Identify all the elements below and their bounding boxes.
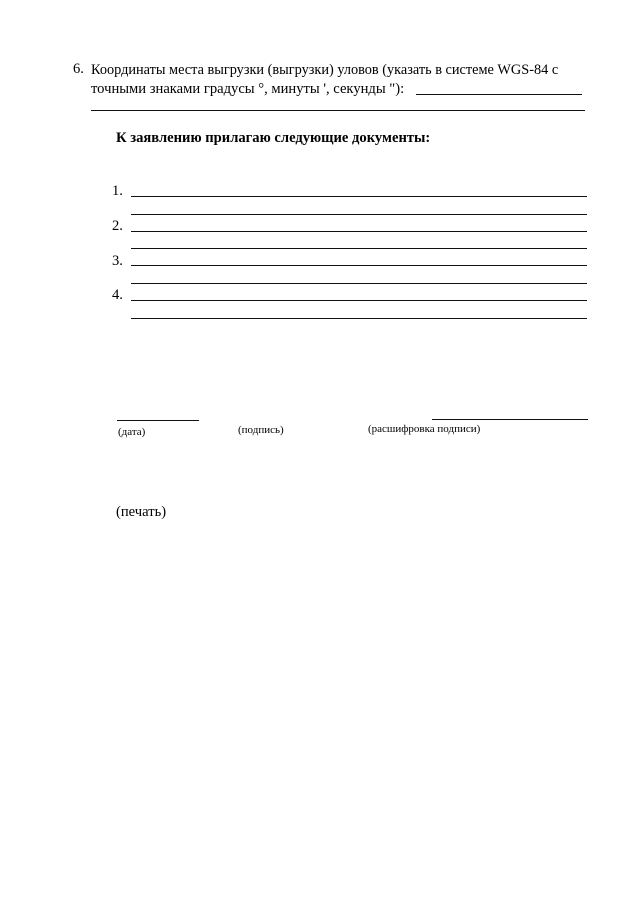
item-6-line1: Координаты места выгрузки (выгрузки) уловов (указать в системе WGS-84 с xyxy=(91,62,559,78)
attachments-heading: К заявлению прилагаю следующие документы: xyxy=(116,130,431,146)
attachment-item-1-field[interactable] xyxy=(131,196,587,197)
coordinates-field-inline[interactable] xyxy=(416,94,582,95)
attachment-item-3-field[interactable] xyxy=(131,265,587,266)
attachment-item-3-field-continued[interactable] xyxy=(131,283,587,284)
attachment-item-4-field[interactable] xyxy=(131,300,587,301)
attachment-item-2-field-continued[interactable] xyxy=(131,248,587,249)
signature-label: (подпись) xyxy=(238,424,284,436)
decoding-field[interactable] xyxy=(432,419,588,420)
attachment-item-1-number: 1. xyxy=(112,183,123,199)
date-label: (дата) xyxy=(118,426,146,438)
coordinates-field-line[interactable] xyxy=(91,110,585,111)
attachment-item-3-number: 3. xyxy=(112,253,123,269)
attachment-item-2-field[interactable] xyxy=(131,231,587,232)
stamp-label: (печать) xyxy=(116,504,167,520)
item-6-number: 6. xyxy=(73,61,84,77)
item-6-line2: точными знаками градусы °, минуты ', секунды "): xyxy=(91,81,405,97)
attachment-item-4-field-continued[interactable] xyxy=(131,318,587,319)
attachment-item-2-number: 2. xyxy=(112,218,123,234)
decoding-label: (расшифровка подписи) xyxy=(368,423,481,435)
date-field[interactable] xyxy=(117,420,199,421)
attachment-item-4-number: 4. xyxy=(112,287,123,303)
attachment-item-1-field-continued[interactable] xyxy=(131,214,587,215)
